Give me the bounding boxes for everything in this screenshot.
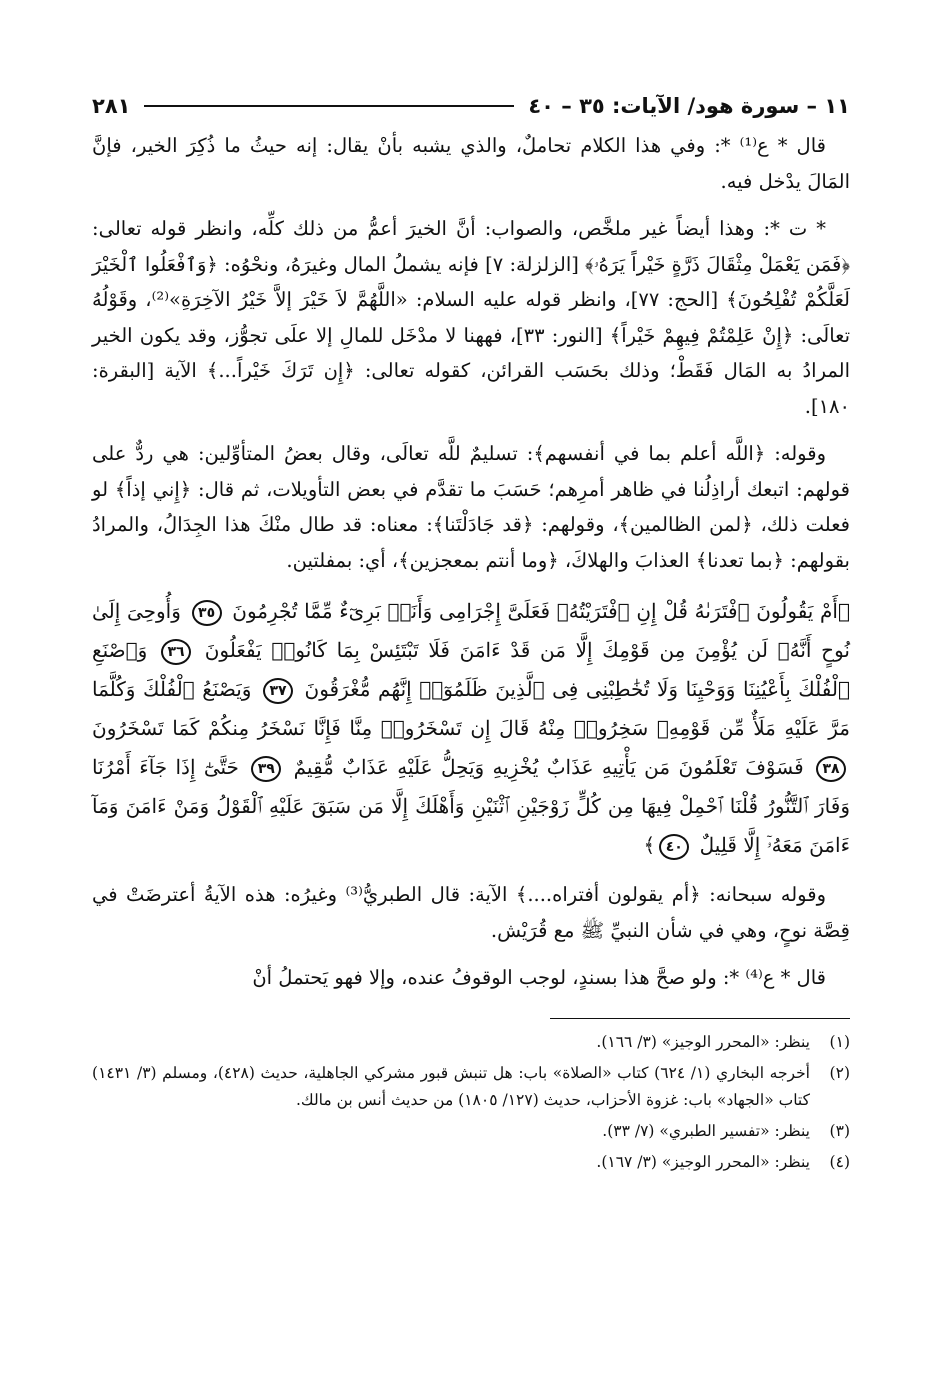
- paragraph-3: وقوله: ﴿اللَّه أعلم بما في أنفسهم﴾: تسليمٌ للَّه تعالَى، وقال بعضُ المتأوِّلين: هي ردٌّ على قولهم: اتبعك أراذِلُنا في ظاهر أمرِهم؛ حَسَبَ ما تقدَّم في بعض التأويلات، ثم قال: ﴿إِني إذاً﴾ لو فعلت ذلك، ﴿لمن الظالمين﴾، وقولهم: ﴿قد جَادَلْتَنا﴾: معناه: قد طال منْكَ هذا الجِدَالُ، والمرادُ بقولهم: ﴿بما تعدنا﴾ العذابَ والهلاكَ، ﴿وما أنتم بمعجزين﴾، أي: بمفلتين.: [92, 442, 850, 572]
- paragraph-5: قال * ع⁽⁴⁾ *: ولو صحَّ هذا بسندٍ، لوجب الوقوفُ عنده، وإلا فهو يَحتملُ أنْ: [252, 966, 826, 989]
- book-page: [92, 86, 850, 1180]
- ayah-number-marker: ٣٧: [263, 678, 293, 704]
- commentary-body: [92, 128, 850, 578]
- footnote-separator: [550, 1018, 850, 1019]
- paragraph-4: وقوله سبحانه: ﴿أم يقولون أفتراه....﴾ الآية: قال الطبريُّ⁽³⁾ وغيرُه: هذه الآيةُ أعترضَتْ في قِصَّة نوحٍ، وهي في شأن النبيِّ ﷺ مع قُرَيْش.: [92, 883, 850, 942]
- commentary-body-2: [92, 877, 850, 996]
- quran-verses-block: [92, 592, 850, 865]
- footnote-text: ينظر: «المحرر الوجيز» (٣/ ١٦٧).: [596, 1152, 810, 1171]
- verse-text: حَتَّىٰٓ إِذَا جَآءَ أَمْرُنَا وَفَارَ ٱلتَّنُّورُ قُلْنَا ٱحْمِلْ فِيهَا مِن كُلٍّ زَوْجَيْنِ ٱثْنَيْنِ وَأَهْلَكَ إِلَّا مَن سَبَقَ عَلَيْهِ ٱلْقَوْلُ وَمَنْ ءَامَنَ وَمَآ ءَامَنَ مَعَهُۥٓ إِلَّا قَلِيلٌ: [92, 755, 850, 857]
- footnote-1: [92, 1029, 850, 1056]
- chapter-title: ١١ – سورة هود/ الآيات: ٣٥ – ٤٠: [528, 94, 850, 118]
- verse-text: فَسَوْفَ تَعْلَمُونَ مَن يَأْتِيهِ عَذَابٌ يُخْزِيهِ وَيَحِلُّ عَلَيْهِ عَذَابٌ مُّقِيمٌ: [293, 755, 804, 779]
- footnote-2: [92, 1060, 850, 1114]
- footnote-number: (١): [829, 1032, 850, 1051]
- header-rule: [144, 105, 514, 107]
- closing-bracket: ﴾: [643, 833, 656, 857]
- paragraph-2: * ت *: وهذا أيضاً غير ملخَّص، والصواب: أنَّ الخيرَ أعمُّ من ذلك كلِّه، وانظر قوله تعالى: ﴿فَمَن يَعْمَلْ مِثْقَالَ ذَرَّةٍ خَيْراً يَرَهُۥ﴾ [الزلزلة: ٧] فإنه يشملُ المال وغيرَهُ، ونحْوُه: ﴿وَٱفْعَلُوا ٱلْخَيْرَ لَعَلَّكُمْ تُفْلِحُونَ﴾ [الحج: ٧٧]، وانظر قوله عليه السلام: «اللَّهُمَّ لاَ خَيْرَ إلاَّ خَيْرُ الآخِرَةِ»⁽²⁾، وقَوْلُهُ تعالَى: ﴿إِنْ عَلِمْتُمْ فِيهِمْ خَيْراً﴾ [النور: ٣٣]، فههنا لا مدْخَل للمالِ إلا علَى تجوُّز، وقد يكون الخير المرادُ به المَال فَقَطْ؛ وذلك بحَسَب القرائن، كقوله تعالى: ﴿إِن تَرَكَ خَيْراً...﴾ الآية [البقرة: ١٨٠].: [92, 217, 850, 418]
- footnote-3: [92, 1118, 850, 1145]
- ayah-number-marker: ٣٨: [816, 756, 846, 782]
- paragraph-1: قال * ع⁽¹⁾ *: وفي هذا الكلام تحاملٌ، والذي يشبه بأنْ يقال: إنه حيثُ ما ذُكِرَ الخير، فإنَّ المَالَ يدْخل فيه.: [92, 134, 850, 193]
- footnote-text: أخرجه البخاري (١/ ٦٢٤) كتاب «الصلاة» باب: هل تنبش قبور مشركي الجاهلية، حديث (٤٢٨)، ومسلم (٣/ ١٤٣١) كتاب «الجهاد» باب: غزوة الأحزاب، حديث (١٢٧/ ١٨٠٥) من حديث أنس بن مالك.: [92, 1063, 810, 1109]
- footnote-number: (٣): [829, 1121, 850, 1140]
- ayah-number-marker: ٣٦: [161, 639, 191, 665]
- footnote-number: (٤): [829, 1152, 850, 1171]
- verse-text: وَأُوحِىَ إِلَىٰ نُوحٍ أَنَّهُۥ لَن يُؤْمِنَ مِن قَوْمِكَ إِلَّا مَن قَدْ ءَامَنَ فَلَا تَبْتَئِسْ بِمَا كَانُوا۟ يَفْعَلُونَ: [92, 599, 850, 662]
- verse-text: وَيَصْنَعُ ٱلْفُلْكَ وَكُلَّمَا مَرَّ عَلَيْهِ مَلَأٌ مِّن قَوْمِهِۦ سَخِرُوا۟ مِنْهُ قَالَ إِن تَسْخَرُوا۟ مِنَّا فَإِنَّا نَسْخَرُ مِنكُمْ كَمَا تَسْخَرُونَ: [92, 677, 850, 740]
- ayah-number-marker: ٣٥: [192, 600, 222, 626]
- verse-text: وَٱصْنَعِ ٱلْفُلْكَ بِأَعْيُنِنَا وَوَحْيِنَا وَلَا تُخَٰطِبْنِى فِى ٱلَّذِينَ ظَلَمُوٓا۟ إِنَّهُم مُّغْرَقُونَ: [92, 638, 851, 701]
- footnote-text: ينظر: «تفسير الطبري» (٧/ ٣٣).: [602, 1121, 810, 1140]
- footnote-text: ينظر: «المحرر الوجيز» (٣/ ١٦٦).: [596, 1032, 810, 1051]
- verse-text: ﴿أَمْ يَقُولُونَ ٱفْتَرَىٰهُ قُلْ إِنِ ٱفْتَرَيْتُهُۥ فَعَلَىَّ إِجْرَامِى وَأَنَا۠ بَرِىٓءٌ مِّمَّا تُجْرِمُونَ: [232, 599, 850, 623]
- ayah-number-marker: ٤٠: [659, 834, 689, 860]
- running-header: [92, 86, 850, 126]
- ayah-number-marker: ٣٩: [251, 756, 281, 782]
- footnote-number: (٢): [829, 1063, 850, 1082]
- footnote-4: [92, 1149, 850, 1176]
- footnotes: [92, 1029, 850, 1176]
- page-number: ٢٨١: [92, 94, 131, 118]
